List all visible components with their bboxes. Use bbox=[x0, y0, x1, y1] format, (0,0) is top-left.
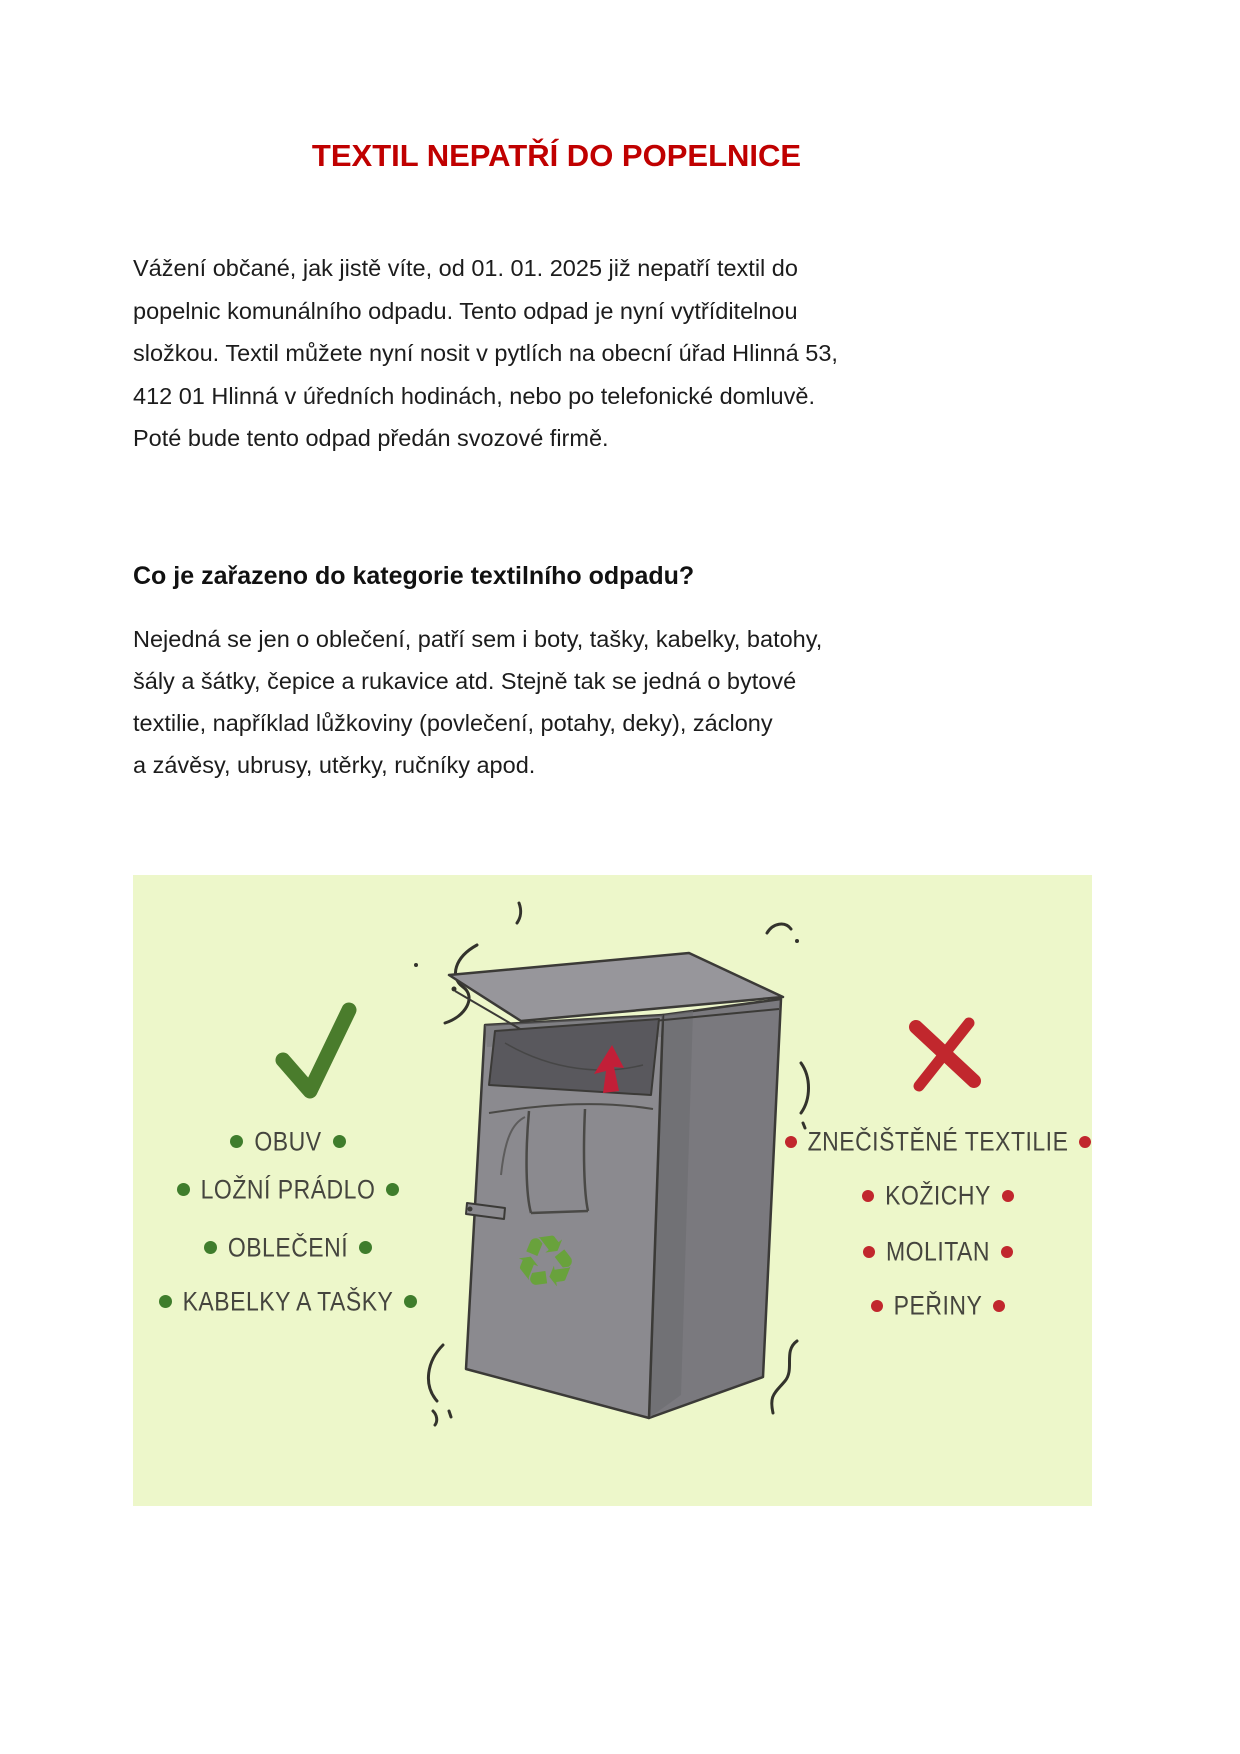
page-title: TEXTIL NEPATŘÍ DO POPELNICE bbox=[311, 138, 802, 173]
textile-container bbox=[449, 953, 783, 1418]
list-item bbox=[143, 1125, 433, 1157]
bullet-dot bbox=[404, 1295, 417, 1308]
recycle-icon: ♻ bbox=[507, 1216, 584, 1309]
bullet-dot bbox=[177, 1183, 190, 1196]
bullet-dot bbox=[785, 1136, 797, 1148]
bullet-dot bbox=[863, 1246, 875, 1258]
list-item-label: PEŘINY bbox=[893, 1289, 983, 1321]
bullet-dot bbox=[1002, 1190, 1014, 1202]
textile-container-illustration bbox=[133, 875, 1092, 1506]
bullet-dot bbox=[204, 1241, 217, 1254]
list-item-label: KABELKY A TAŠKY bbox=[182, 1285, 394, 1317]
paragraph-line: šály a šátky, čepice a rukavice atd. Stejně tak se jedná o bytové bbox=[133, 668, 797, 694]
list-item bbox=[143, 1173, 433, 1205]
bullet-dot bbox=[1001, 1246, 1013, 1258]
insert-slot bbox=[489, 1019, 659, 1095]
list-item-label: KOŽICHY bbox=[885, 1179, 991, 1211]
paragraph-line: popelnic komunálního odpadu. Tento odpad je nyní vytříditelnou bbox=[133, 297, 798, 324]
paragraph-line: textilie, například lůžkoviny (povlečení, potahy, deky), záclony bbox=[133, 710, 773, 736]
intro-paragraph bbox=[133, 247, 980, 460]
list-item-label: OBLEČENÍ bbox=[227, 1231, 349, 1263]
paragraph-line: a závěsy, ubrusy, utěrky, ručníky apod. bbox=[133, 752, 536, 778]
bullet-dot bbox=[386, 1183, 399, 1196]
list-item bbox=[143, 1285, 433, 1317]
list-item-label: LOŽNÍ PRÁDLO bbox=[200, 1173, 376, 1205]
bullet-dot bbox=[1079, 1136, 1091, 1148]
bullet-dot bbox=[359, 1241, 372, 1254]
paragraph-line: Nejedná se jen o oblečení, patří sem i boty, tašky, kabelky, batohy, bbox=[133, 626, 823, 652]
list-item bbox=[778, 1289, 1098, 1321]
paragraph-line: Poté bude tento odpad předán svozové firmě. bbox=[133, 425, 609, 451]
list-item-label: OBUV bbox=[254, 1125, 322, 1157]
paragraph-line: složkou. Textil můžete nyní nosit v pytlích na obecní úřad Hlinná 53, bbox=[133, 340, 838, 366]
list-item bbox=[778, 1235, 1098, 1267]
list-item-label: ZNEČIŠTĚNÉ TEXTILIE bbox=[807, 1125, 1069, 1157]
category-paragraph bbox=[133, 618, 980, 786]
bullet-dot bbox=[230, 1135, 243, 1148]
list-item-label: MOLITAN bbox=[885, 1235, 991, 1267]
not-allowed-items-list bbox=[778, 875, 1098, 1506]
bullet-dot bbox=[993, 1300, 1005, 1312]
list-item bbox=[143, 1231, 433, 1263]
paragraph-line: Vážení občané, jak jistě víte, od 01. 01. 2025 již nepatří textil do bbox=[133, 255, 798, 281]
list-item bbox=[778, 1179, 1098, 1211]
allowed-items-list bbox=[143, 875, 433, 1506]
category-heading: Co je zařazeno do kategorie textilního odpadu? bbox=[133, 562, 695, 590]
bullet-dot bbox=[871, 1300, 883, 1312]
bullet-dot bbox=[333, 1135, 346, 1148]
paragraph-line: 412 01 Hlinná v úředních hodinách, nebo po telefonické domluvě. bbox=[133, 382, 815, 409]
bullet-dot bbox=[159, 1295, 172, 1308]
list-item bbox=[778, 1125, 1098, 1157]
bullet-dot bbox=[862, 1190, 874, 1202]
